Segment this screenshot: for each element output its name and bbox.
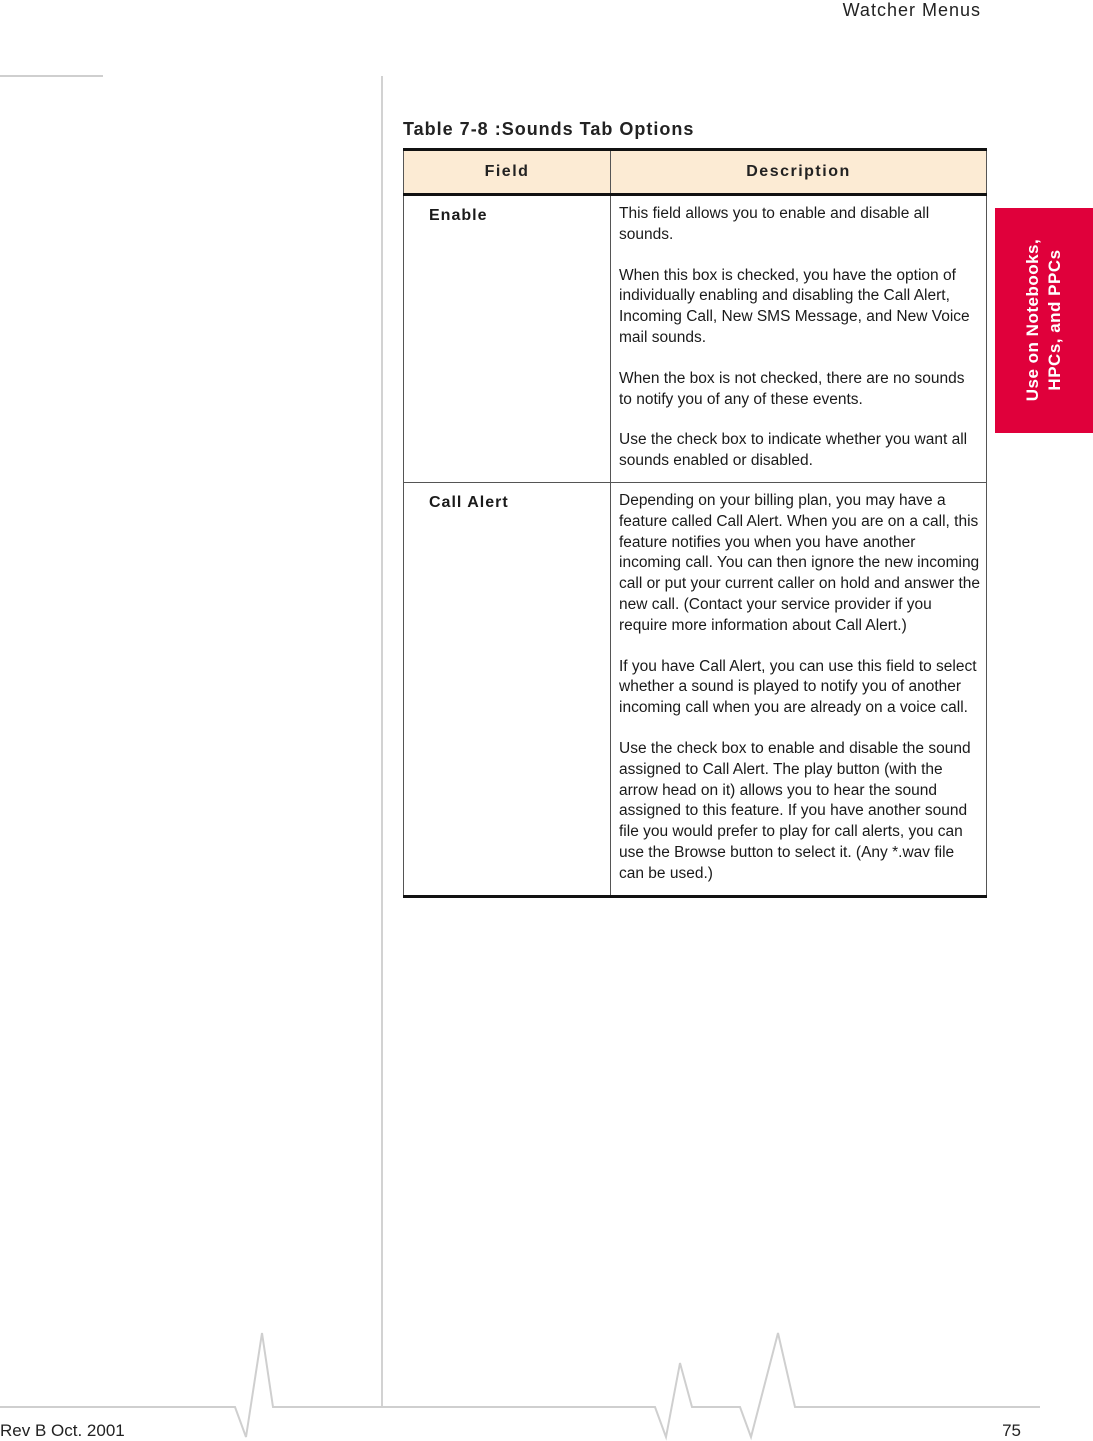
description-enable — [611, 195, 987, 483]
field-name-call-alert: Call Alert — [404, 482, 611, 896]
description-paragraph: Depending on your billing plan, you may have a feature called Call Alert. When you are on a call, this feature notifies you when you have another incoming call. You can then ignore the new incoming call or put your current caller on hold and answer the new call. (Contact your service provider if you require more information about Call Alert.) — [619, 491, 981, 634]
top-rule — [0, 75, 103, 77]
margin-rule — [381, 76, 383, 1406]
section-tab-line-1: Use on Notebooks, — [1023, 238, 1042, 402]
description-paragraph: When this box is checked, you have the option of individually enabling and disabling the Call Alert, Incoming Call, New SMS Message, and New Voice mail sounds. — [619, 266, 970, 346]
section-tab-line-2: HPCs, and PPCs — [1045, 249, 1064, 391]
table-row — [404, 482, 987, 896]
column-header-description: Description — [611, 150, 987, 195]
description-paragraph: This field allows you to enable and disable all sounds. — [619, 205, 930, 243]
table-row — [404, 195, 987, 483]
field-name-enable: Enable — [404, 195, 611, 483]
description-paragraph: If you have Call Alert, you can use this field to select whether a sound is played to notify you of another incoming call when you are already on a voice call. — [619, 657, 977, 717]
description-call-alert — [611, 482, 987, 896]
sounds-options-table — [403, 148, 987, 898]
section-tab-label — [1022, 208, 1066, 433]
page-number: 75 — [1002, 1421, 1021, 1440]
table-header-row — [404, 150, 987, 195]
description-paragraph: Use the check box to enable and disable the sound assigned to Call Alert. The play button (with the arrow head on it) allows you to hear the sound assigned to this feature. If you have another sound file you would prefer to play for call alerts, you can use the Browse button to select it. (Any *.wav file can be used.) — [619, 739, 971, 882]
running-header: Watcher Menus — [842, 0, 981, 20]
column-header-field: Field — [404, 150, 611, 195]
section-tab — [995, 208, 1093, 433]
description-paragraph: When the box is not checked, there are no sounds to notify you of any of these events. — [619, 369, 965, 408]
heartbeat-line-decoration — [0, 1320, 1093, 1441]
description-paragraph: Use the check box to indicate whether you want all sounds enabled or disabled. — [619, 431, 968, 470]
table-caption: Table 7-8 :Sounds Tab Options — [403, 119, 695, 139]
footer-revision: Rev B Oct. 2001 — [0, 1421, 125, 1440]
